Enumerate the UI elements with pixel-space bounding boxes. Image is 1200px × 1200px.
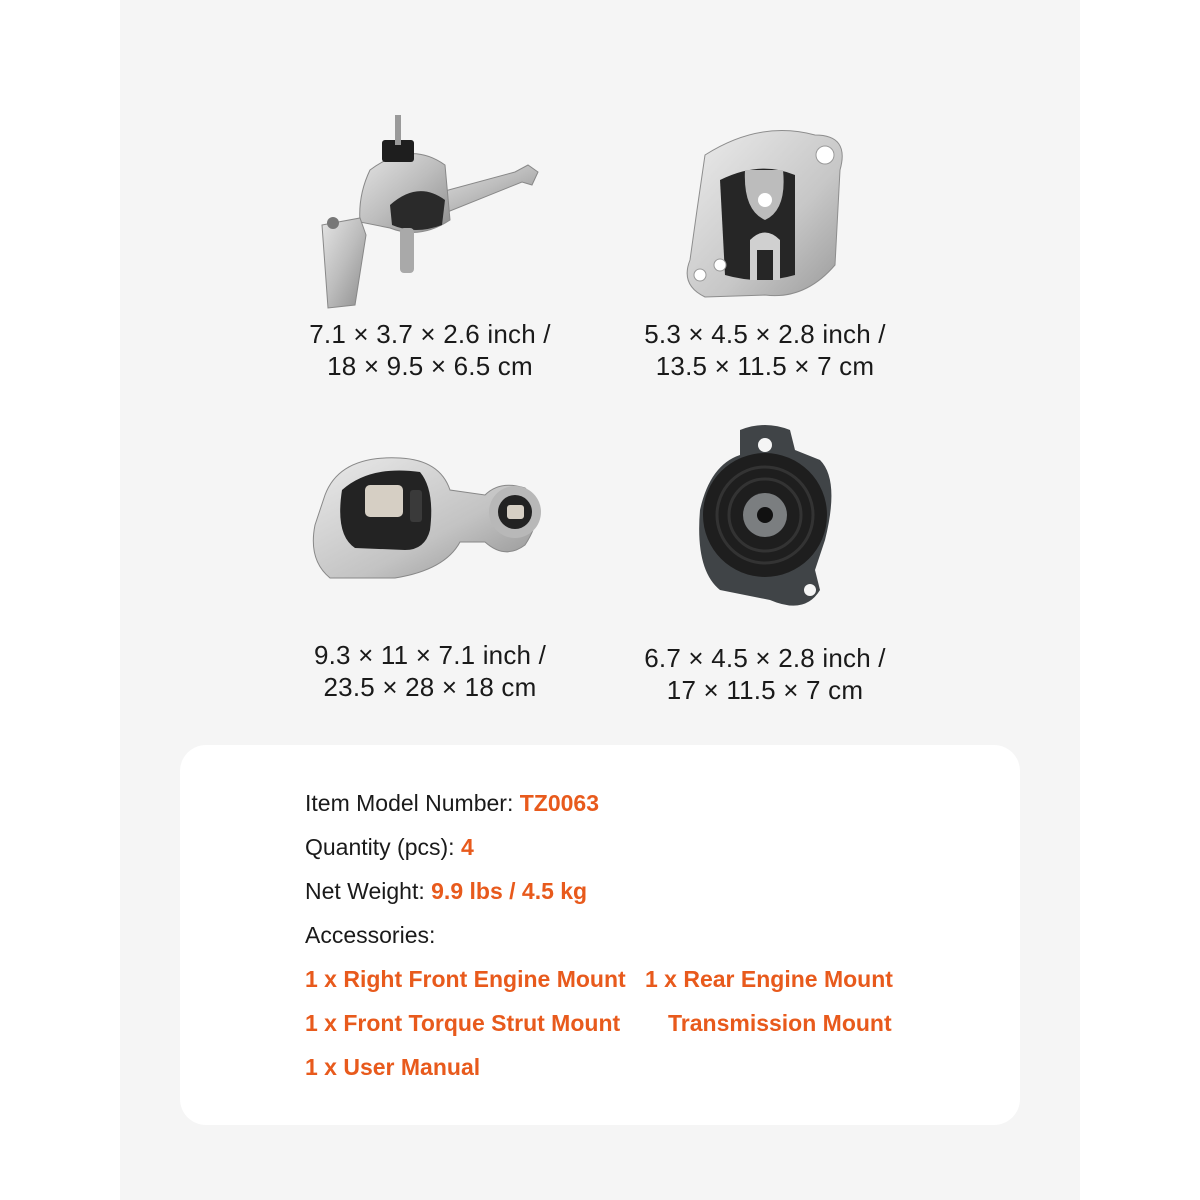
- model-number-label: Item Model Number:: [305, 790, 514, 816]
- dimensions-inch: 7.1 × 3.7 × 2.6 inch /: [309, 319, 551, 349]
- dimensions-inch: 5.3 × 4.5 × 2.8 inch /: [644, 319, 886, 349]
- accessory-item: 1 x Front Torque Strut Mount: [305, 1010, 621, 1036]
- model-number-value: TZ0063: [519, 790, 600, 816]
- dimensions-cm: 13.5 × 11.5 × 7 cm: [655, 351, 875, 381]
- quantity-value: 4: [460, 834, 474, 860]
- transmission-mount-image: [665, 115, 865, 315]
- accessories-label: Accessories:: [305, 922, 436, 948]
- product-tile-rear-engine-mount: [565, 420, 965, 706]
- accessory-item: Transmission Mount: [668, 1010, 892, 1036]
- quantity-row: [305, 834, 474, 861]
- net-weight-row: [305, 878, 587, 905]
- dimensions-inch: 6.7 × 4.5 × 2.8 inch /: [644, 643, 886, 673]
- accessory-item: 1 x Rear Engine Mount: [645, 966, 893, 992]
- dimensions-cm: 23.5 × 28 × 18 cm: [323, 672, 537, 702]
- net-weight-value: 9.9 lbs / 4.5 kg: [431, 878, 588, 904]
- dimensions-inch: 9.3 × 11 × 7.1 inch /: [313, 640, 547, 670]
- quantity-label: Quantity (pcs):: [305, 834, 455, 860]
- dimensions-cm: 17 × 11.5 × 7 cm: [666, 675, 864, 705]
- torque-strut-mount-image: [300, 450, 560, 585]
- rear-engine-mount-image: [665, 420, 865, 615]
- model-number-row: [305, 790, 599, 817]
- right-front-engine-mount-image: [300, 110, 560, 315]
- net-weight-label: Net Weight:: [305, 878, 425, 904]
- product-tile-transmission-mount: [565, 115, 965, 382]
- dimensions-cm: 18 × 9.5 × 6.5 cm: [327, 351, 533, 381]
- accessory-item: 1 x Right Front Engine Mount: [305, 966, 626, 992]
- accessory-item: 1 x User Manual: [305, 1054, 481, 1080]
